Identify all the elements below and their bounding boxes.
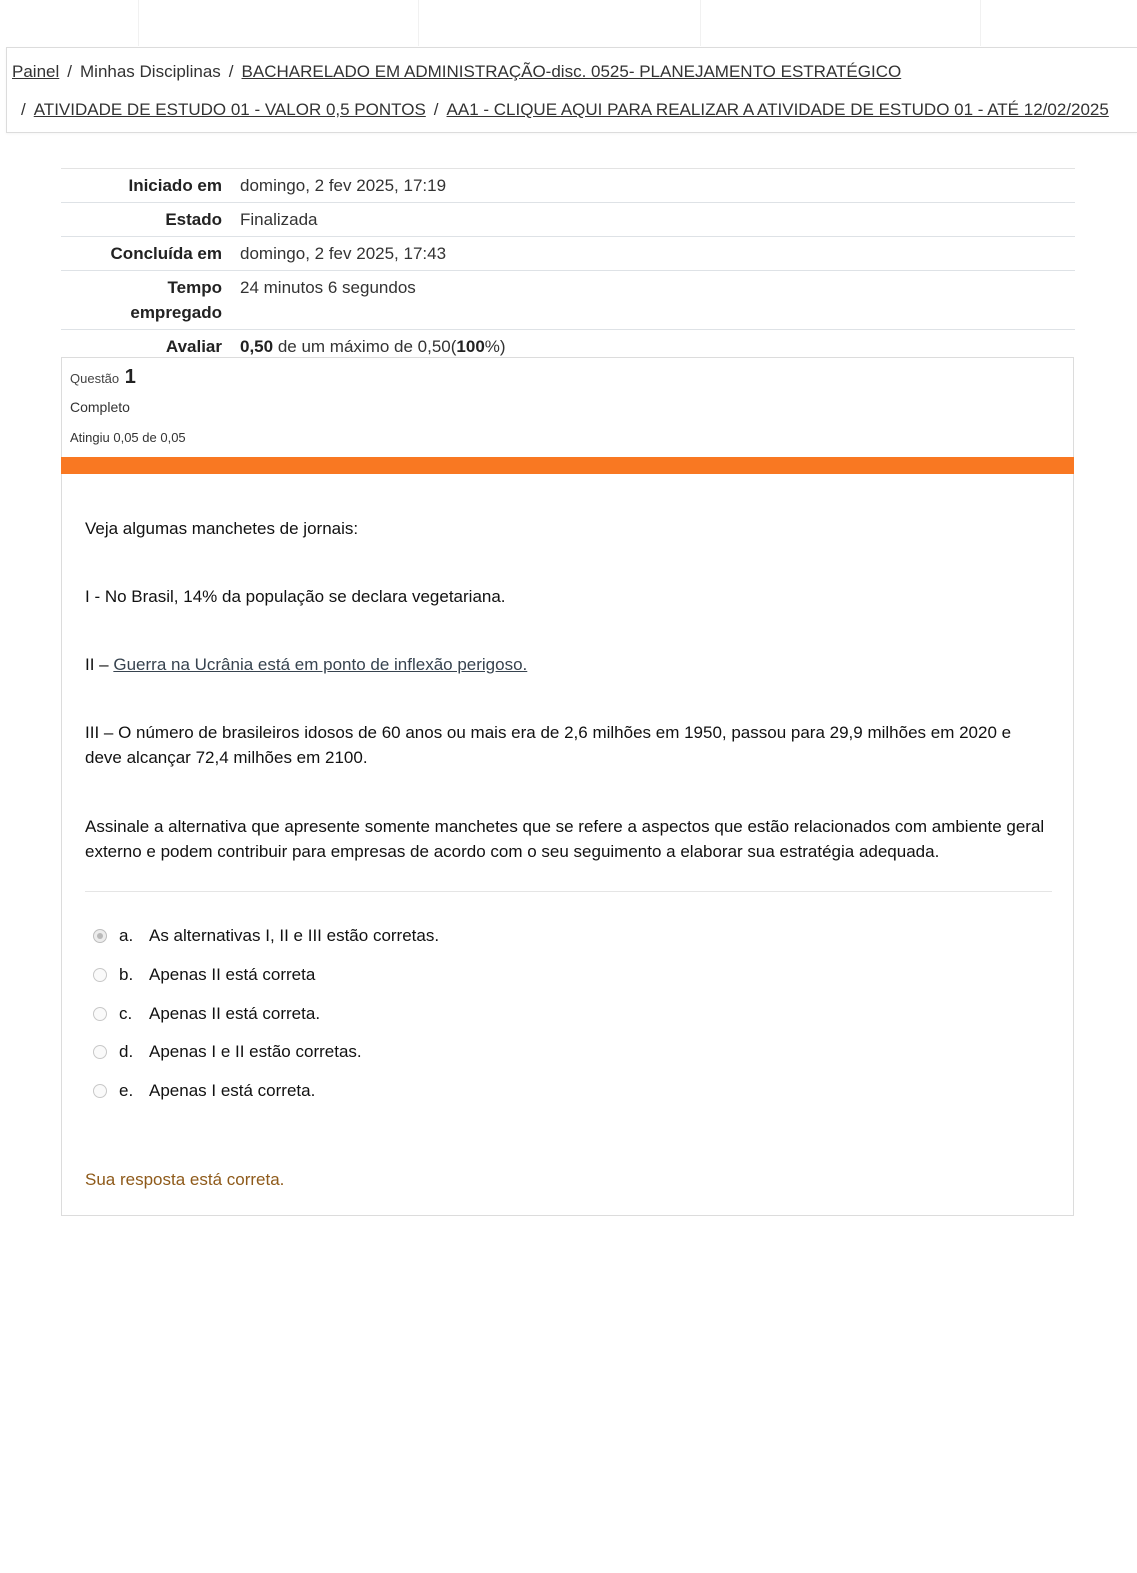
radio-icon[interactable] — [93, 1007, 107, 1021]
question-content — [61, 474, 1074, 1216]
question-item-2-link[interactable]: Guerra na Ucrânia está em ponto de inflexão perigoso. — [113, 655, 528, 674]
answer-text: Apenas II está correta — [149, 965, 316, 984]
answer-option-b[interactable] — [93, 963, 315, 987]
summary-row-state — [61, 203, 1075, 237]
breadcrumb-item-disciplinas: Minhas Disciplinas — [80, 62, 221, 81]
completed-label: Concluída em — [61, 237, 222, 271]
breadcrumb — [6, 47, 1137, 133]
breadcrumb-link-course[interactable]: BACHARELADO EM ADMINISTRAÇÃO-disc. 0525- PLANEJAMENTO ESTRATÉGICO — [241, 62, 902, 81]
answer-letter: b. — [119, 965, 134, 984]
answer-text: As alternativas I, II e III estão corretas. — [149, 926, 440, 945]
answer-letter: c. — [119, 1004, 133, 1023]
completed-value: domingo, 2 fev 2025, 17:43 — [222, 237, 1075, 271]
grade-label: Avaliar — [61, 330, 222, 364]
question-prompt: Assinale a alternativa que apresente somente manchetes que se refere a aspectos que estão relacionados com ambiente geral externo e podem contribuir para empresas de acordo com o seu seguimento a elaborar sua estratégia adequada. — [85, 817, 1045, 861]
answer-letter: a. — [119, 926, 134, 945]
question-label: Questão — [70, 371, 120, 386]
time-label-line-2: empregado — [130, 303, 222, 322]
breadcrumb-link-activity-section[interactable]: ATIVIDADE DE ESTUDO 01 - VALOR 0,5 PONTOS — [33, 100, 426, 119]
breadcrumb-link-painel[interactable]: Painel — [12, 62, 60, 81]
question-intro: Veja algumas manchetes de jornais: — [85, 519, 359, 538]
question-info-box — [61, 357, 1074, 457]
time-label — [61, 271, 222, 330]
answer-option-c[interactable] — [93, 1002, 320, 1026]
answer-divider — [85, 891, 1052, 892]
answer-letter: d. — [119, 1042, 134, 1061]
summary-row-time — [61, 271, 1075, 330]
answer-option-d[interactable] — [93, 1040, 362, 1064]
question-number-value: 1 — [124, 366, 136, 388]
started-value: domingo, 2 fev 2025, 17:19 — [222, 169, 1075, 203]
attempt-summary-table — [61, 168, 1075, 363]
summary-row-completed — [61, 237, 1075, 271]
answer-text: Apenas I está correta. — [149, 1081, 316, 1100]
started-label: Iniciado em — [61, 169, 222, 203]
question-item-2 — [85, 652, 1045, 677]
answer-option-e[interactable] — [93, 1079, 315, 1103]
radio-icon[interactable] — [93, 1045, 107, 1059]
grade-middle: de um máximo de 0,50( — [277, 337, 457, 356]
top-strip — [0, 0, 1137, 46]
grade-percent: 100 — [456, 337, 485, 356]
radio-icon[interactable] — [93, 968, 107, 982]
state-value: Finalizada — [222, 203, 1075, 237]
breadcrumb-line-1 — [12, 62, 901, 82]
state-label: Estado — [61, 203, 222, 237]
breadcrumb-separator: / — [21, 100, 26, 119]
answer-option-a[interactable] — [93, 924, 439, 948]
breadcrumb-separator: / — [67, 62, 72, 81]
answer-feedback: Sua resposta está correta. — [85, 1170, 285, 1189]
question-item-2-prefix: II – — [85, 655, 114, 674]
question-grade: Atingiu 0,05 de 0,05 — [70, 430, 186, 445]
time-label-line-1: Tempo — [167, 278, 222, 297]
breadcrumb-line-2 — [21, 100, 1109, 120]
question-item-3: III – O número de brasileiros idosos de 60 anos ou mais era de 2,6 milhões em 1950, passou para 29,9 milhões em 2020 e deve alcançar 72,4 milhões em 2100. — [85, 723, 1012, 767]
question-state: Completo — [70, 399, 130, 415]
radio-selected-icon[interactable] — [93, 929, 107, 943]
answer-text: Apenas II está correta. — [149, 1004, 321, 1023]
breadcrumb-separator: / — [228, 62, 234, 81]
time-value: 24 minutos 6 segundos — [222, 271, 1075, 330]
grade-end: %) — [484, 337, 506, 356]
radio-icon[interactable] — [93, 1084, 107, 1098]
breadcrumb-separator: / — [433, 100, 439, 119]
breadcrumb-link-quiz[interactable]: AA1 - CLIQUE AQUI PARA REALIZAR A ATIVIDADE DE ESTUDO 01 - ATÉ 12/02/2025 — [446, 100, 1109, 119]
question-item-1: I - No Brasil, 14% da população se declara vegetariana. — [85, 587, 506, 606]
answer-letter: e. — [119, 1081, 134, 1100]
grade-score: 0,50 — [240, 337, 274, 356]
question-number — [70, 366, 136, 389]
answer-text: Apenas I e II estão corretas. — [149, 1042, 362, 1061]
summary-row-started — [61, 169, 1075, 203]
question-header-bar — [61, 457, 1074, 474]
